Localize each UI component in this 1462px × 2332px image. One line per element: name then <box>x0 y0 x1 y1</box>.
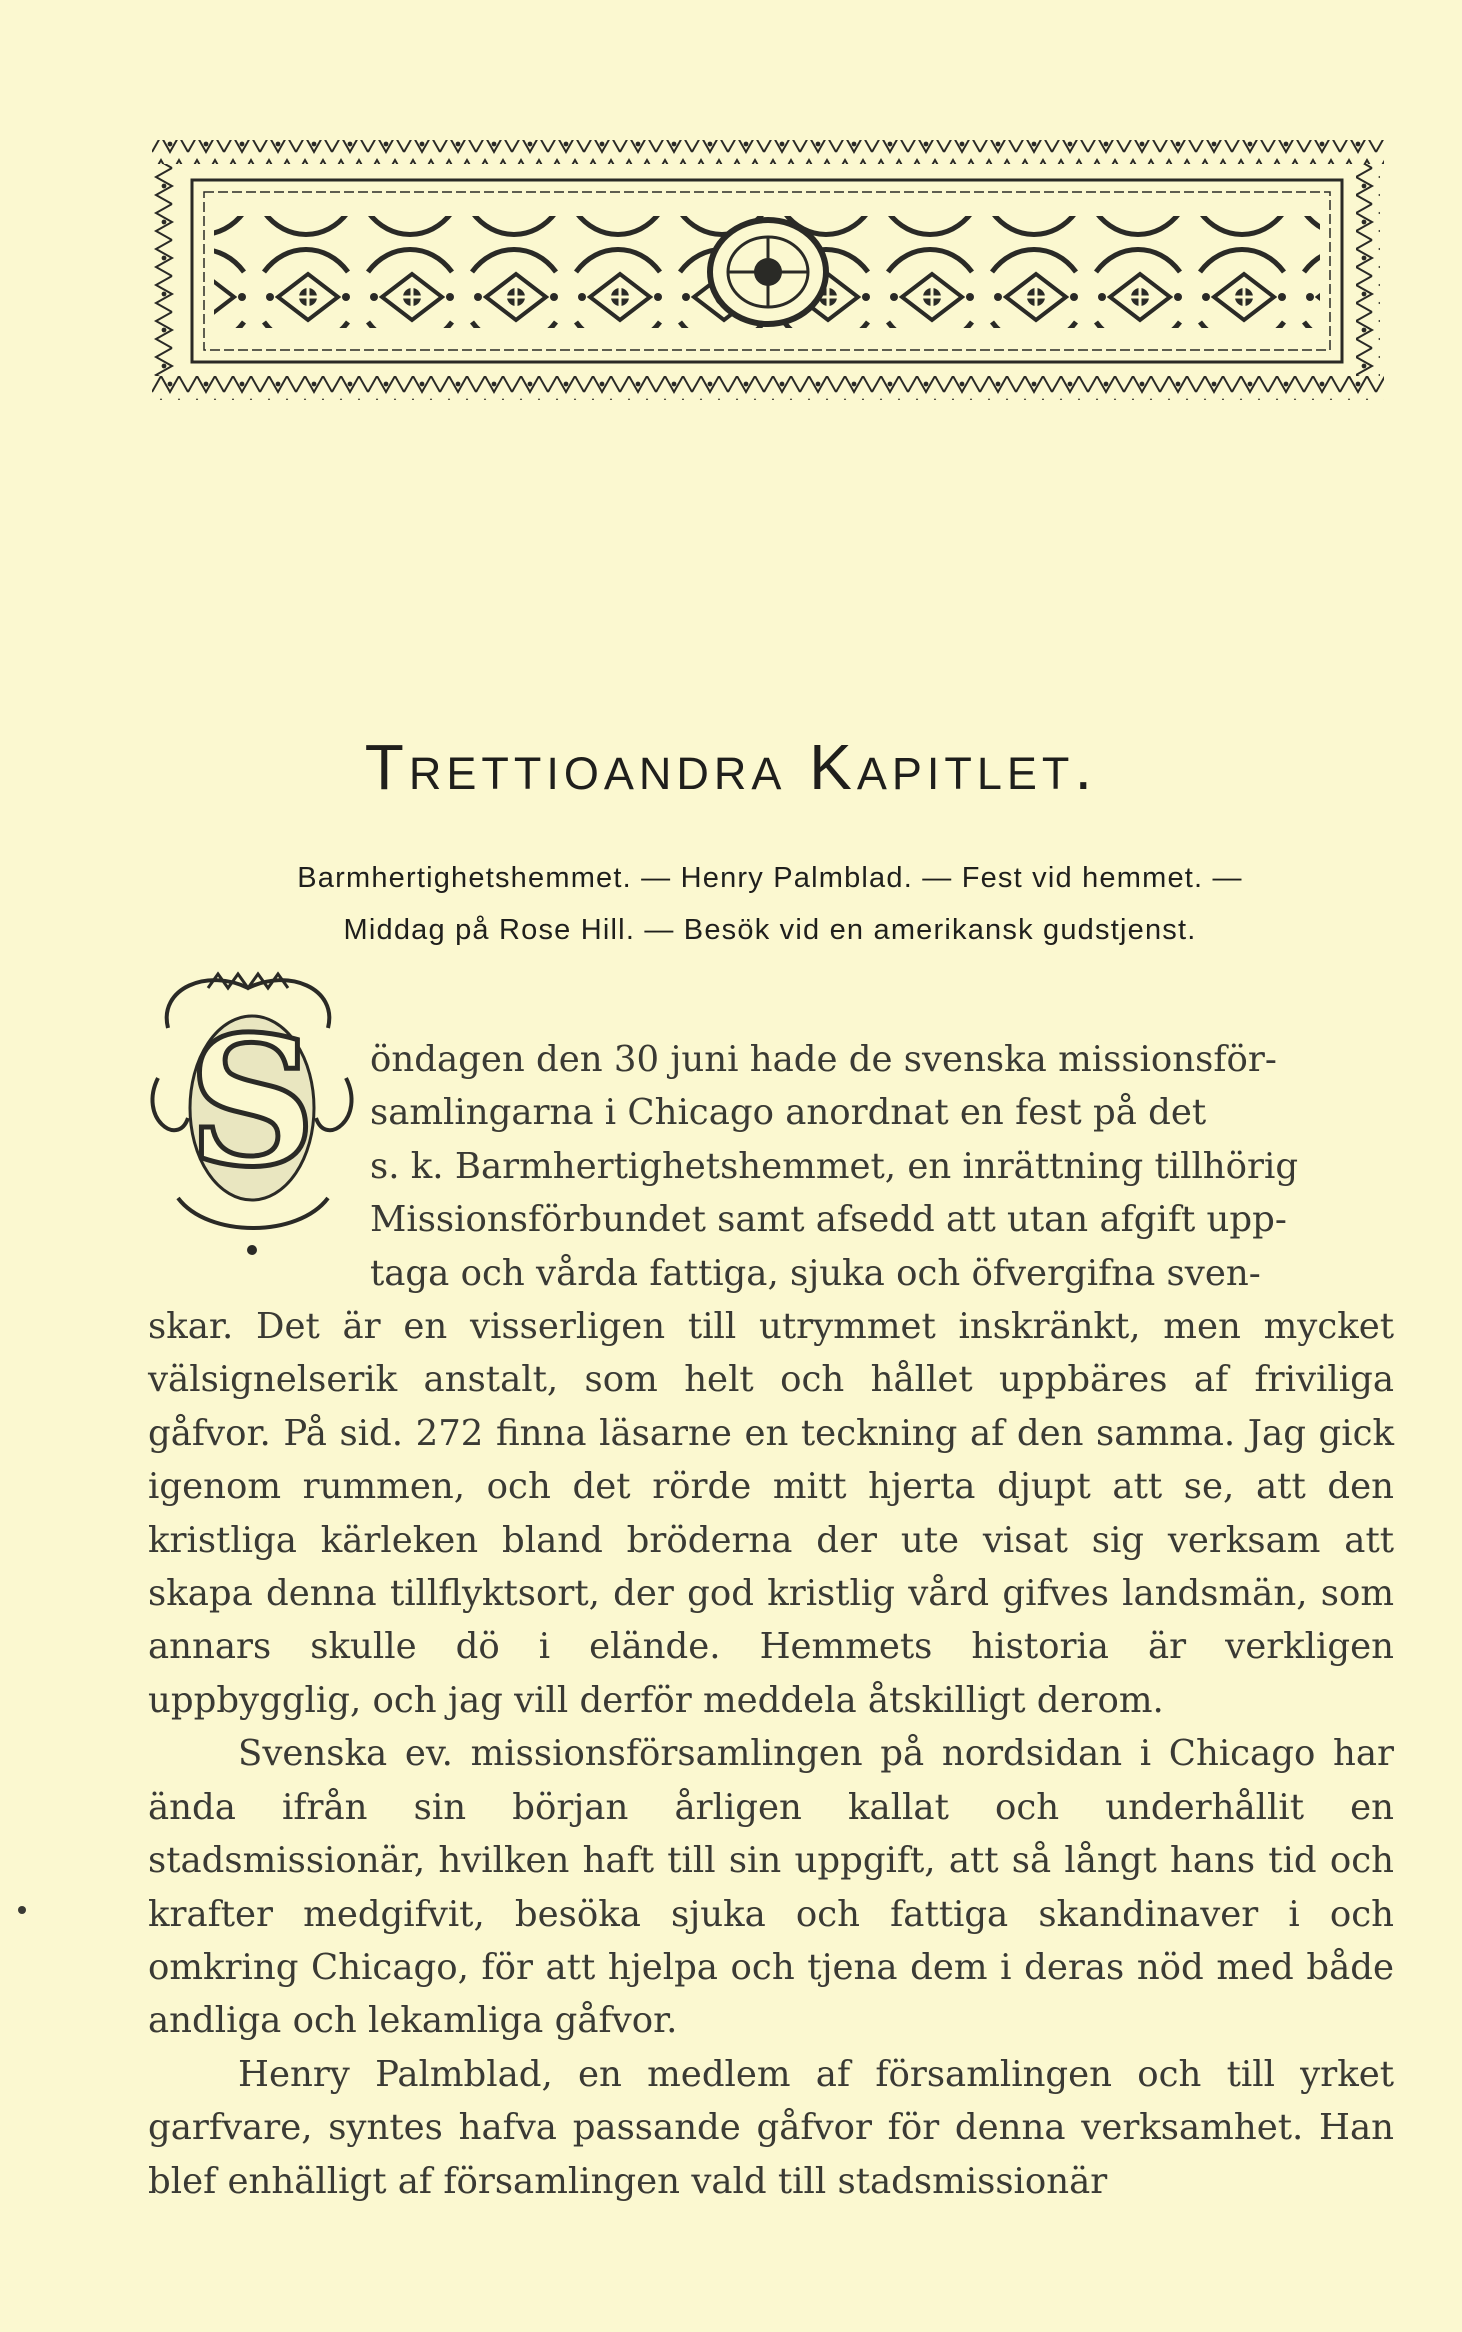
margin-mark <box>18 1906 26 1914</box>
body-line: samlingarna i Chicago anordnat en fest på det <box>370 1092 1207 1134</box>
paragraph-1-rest: skar. Det är en visserligen till utrymmet inskränkt, men mycket välsignelserik anstalt, som helt och hållet uppbäres af friviliga gåfvor. På sid. 272 finna läsarne en teckning af den samma. Jag gick igenom rummen, och det rörde mitt hjerta djupt att se, att den kristliga kärleken bland bröderna der ute visat sig verksam att skapa denna tillflyktsort, der god kristlig vård gifves landsmän, som annars skulle dö i elände. Hemmets historia är verkligen uppbygglig, och jag vill derför meddela åtskilligt derom. <box>148 1306 1394 1721</box>
drop-cap-letter: S <box>187 997 317 1206</box>
summary-line-2: Middag på Rose Hill. — Besök vid en amerikansk gudstjenst. <box>343 914 1197 946</box>
summary-line-1: Barmhertighetshemmet. — Henry Palmblad. — Fest vid hemmet. — <box>297 862 1243 894</box>
ornamental-headpiece <box>152 132 1384 402</box>
paragraph-3: Henry Palmblad, en medlem af församlingen och till yrket garfvare, syntes hafva passande gåfvor för denna verksamhet. Han blef enhälligt af församlingen vald till stadsmissionär <box>148 2053 1394 2202</box>
body-line: öndagen den 30 juni hade de svenska missionsför- <box>370 1039 1277 1080</box>
body-text <box>148 1033 1394 2208</box>
chapter-title: Trettioandra Kapitlet. <box>364 731 1098 803</box>
chapter-summary <box>140 852 1400 956</box>
paragraph-2: Svenska ev. missionsförsamlingen på nordsidan i Chicago har ända ifrån sin början årligen kallat och underhållit en stadsmissionär, hvilken haft till sin uppgift, att så långt hans tid och krafter medgifvit, besöka sjuka och fattiga skandinaver i och omkring Chicago, för att hjelpa och tjena dem i deras nöd med både andliga och lekamliga gåfvor. <box>148 1733 1394 2042</box>
body-line: taga och vårda fattiga, sjuka och öfvergifna sven- <box>370 1252 1261 1294</box>
body-line: Missionsförbundet samt afsedd att utan afgift upp- <box>370 1199 1287 1241</box>
body-line: s. k. Barmhertighetshemmet, en inrättning tillhörig <box>370 1145 1299 1187</box>
paragraph-1 <box>148 1033 1394 1727</box>
